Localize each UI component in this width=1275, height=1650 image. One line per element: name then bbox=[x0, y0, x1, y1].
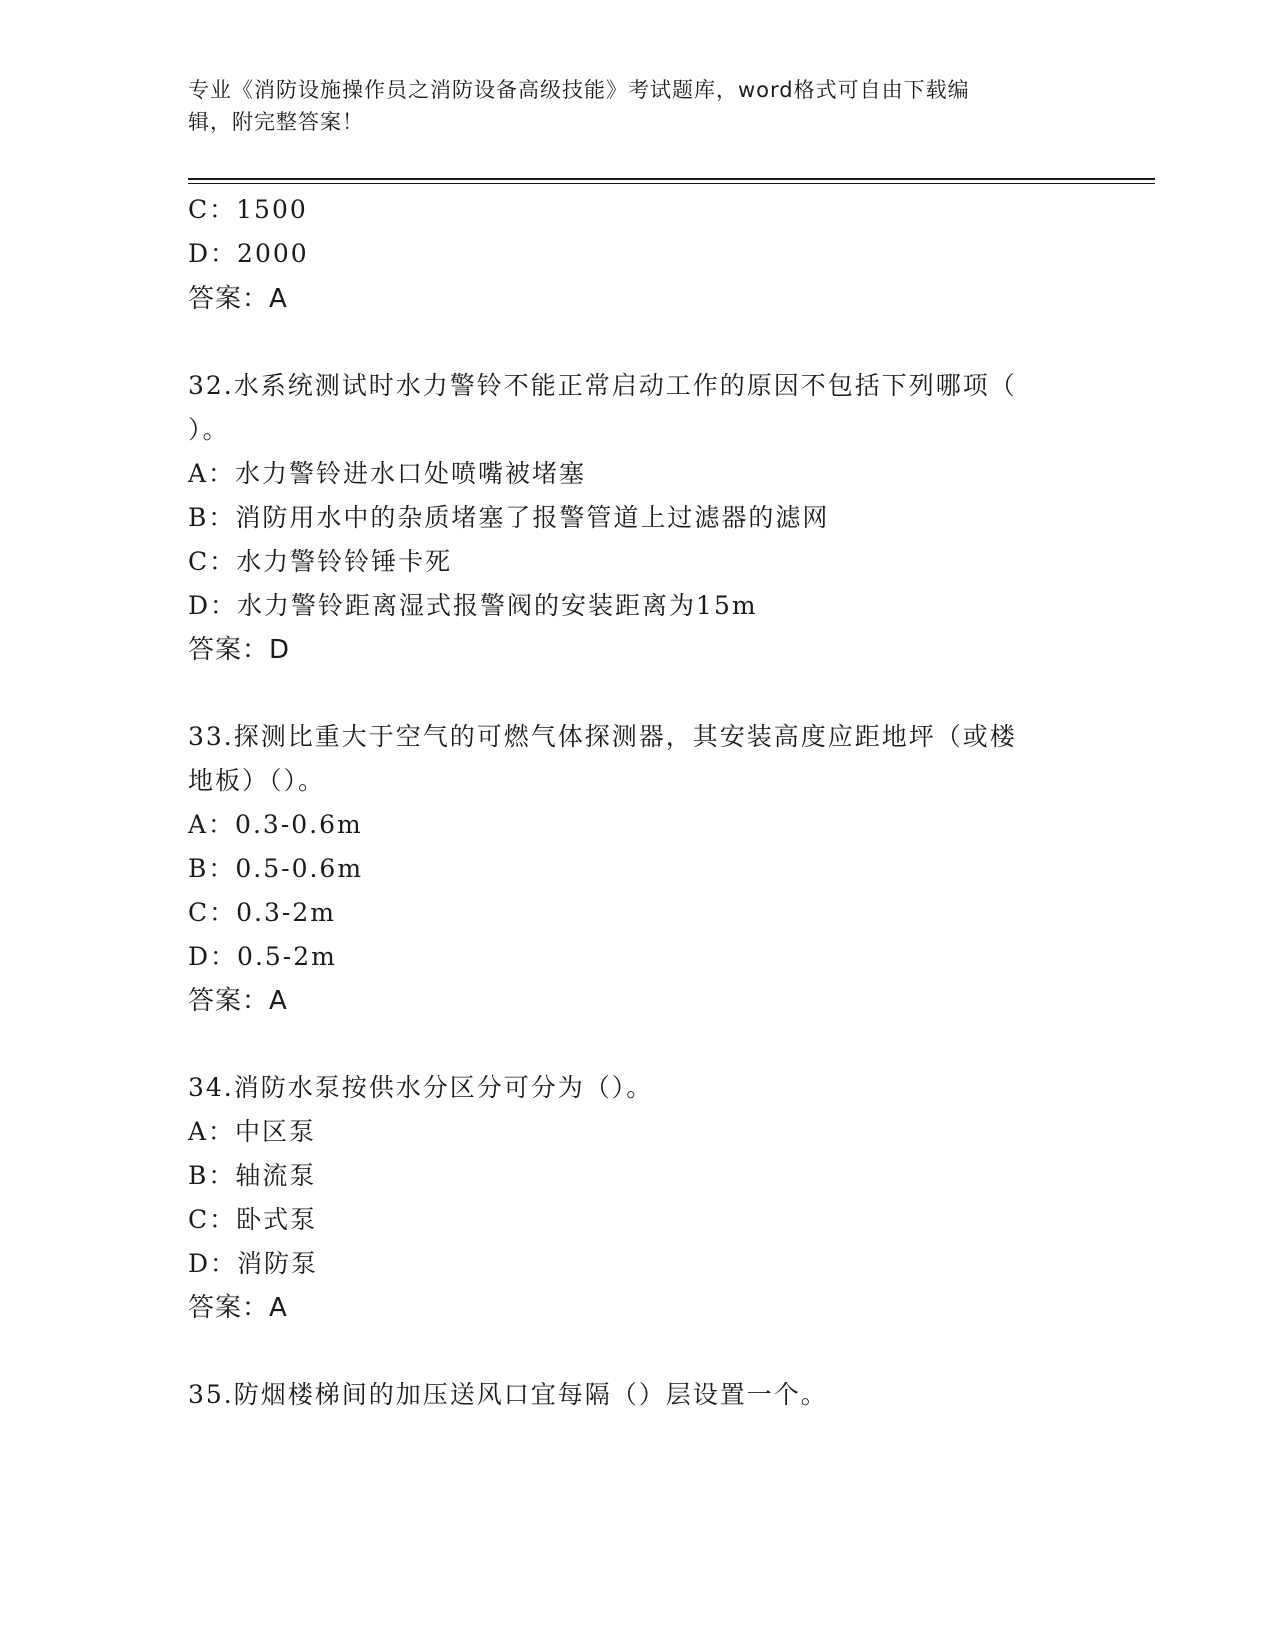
question-33-option-b: B：0.5-0.6m bbox=[188, 854, 364, 883]
question-32-answer: 答案：D bbox=[188, 635, 291, 665]
header-line-1: 专业《消防设施操作员之消防设备高级技能》考试题库，word格式可自由下载编 bbox=[188, 78, 970, 102]
question-34-answer: 答案：A bbox=[188, 1293, 288, 1323]
question-32-stem-line-1: 32.水系统测试时水力警铃不能正常启动工作的原因不包括下列哪项（ bbox=[188, 371, 1017, 400]
question-32-option-d: D：水力警铃距离湿式报警阀的安装距离为15m bbox=[188, 591, 758, 620]
question-34-option-a: A：中区泵 bbox=[188, 1117, 317, 1146]
question-33-stem-line-1: 33.探测比重大于空气的可燃气体探测器，其安装高度应距地坪（或楼 bbox=[188, 722, 1017, 751]
option-d: D：2000 bbox=[188, 239, 309, 268]
option-c: C：1500 bbox=[188, 195, 308, 224]
question-32-option-c: C：水力警铃铃锤卡死 bbox=[188, 547, 453, 576]
question-35-stem: 35.防烟楼梯间的加压送风口宜每隔（）层设置一个。 bbox=[188, 1380, 828, 1409]
question-34-option-c: C：卧式泵 bbox=[188, 1205, 318, 1234]
header-line-2: 辑，附完整答案！ bbox=[188, 110, 364, 134]
document-header bbox=[188, 74, 1088, 138]
question-33-stem-line-2: 地板）（）。 bbox=[188, 766, 326, 795]
question-33-option-d: D：0.5-2m bbox=[188, 942, 337, 971]
answer: 答案：A bbox=[188, 284, 288, 314]
question-32-stem-line-2: ）。 bbox=[188, 415, 230, 444]
header-divider-thick bbox=[188, 178, 1155, 180]
question-34-option-b: B：轴流泵 bbox=[188, 1161, 317, 1190]
header-divider-thin bbox=[188, 183, 1155, 184]
question-33-answer: 答案：A bbox=[188, 986, 288, 1016]
question-34-option-d: D：消防泵 bbox=[188, 1249, 319, 1278]
question-33-option-c: C：0.3-2m bbox=[188, 898, 336, 927]
question-33-option-a: A：0.3-0.6m bbox=[188, 810, 363, 839]
question-34-stem: 34.消防水泵按供水分区分可分为（）。 bbox=[188, 1073, 654, 1102]
question-32-option-a: A：水力警铃进水口处喷嘴被堵塞 bbox=[188, 459, 587, 488]
question-32-option-b: B：消防用水中的杂质堵塞了报警管道上过滤器的滤网 bbox=[188, 503, 830, 532]
